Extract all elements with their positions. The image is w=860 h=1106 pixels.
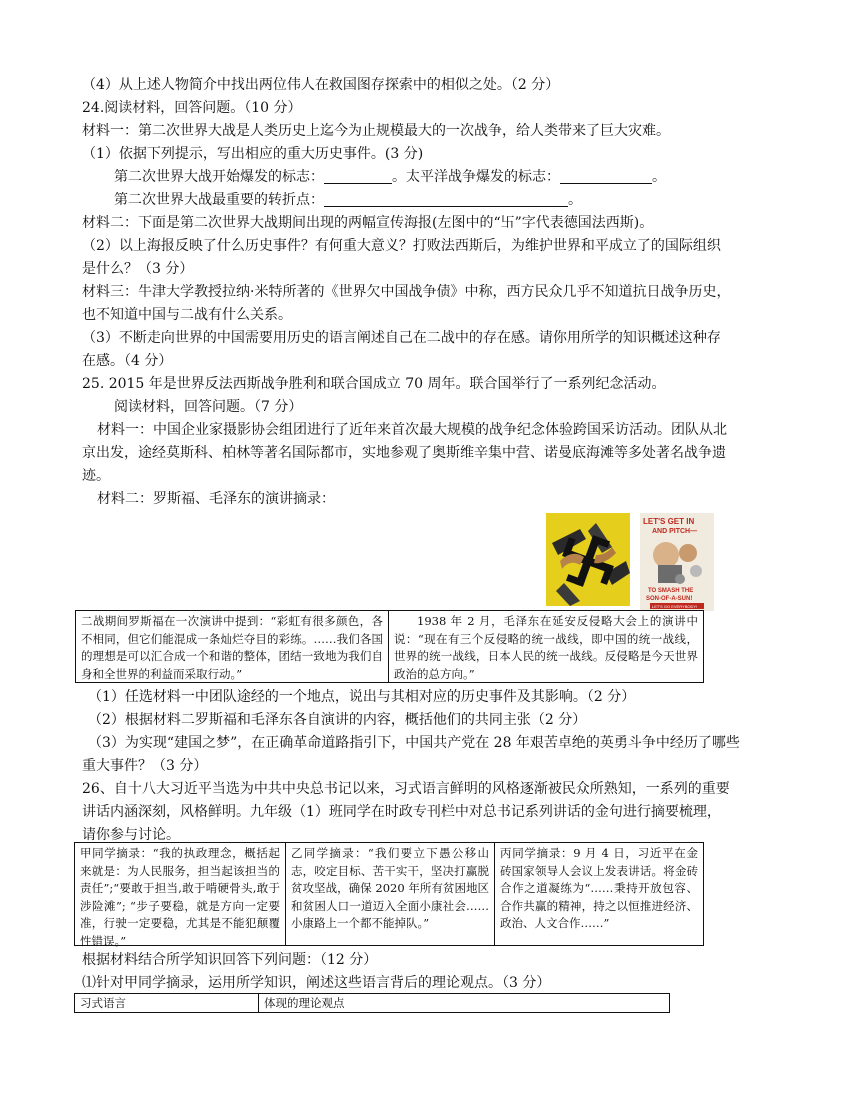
poster-slogan-4: SON-OF-A-SUN! <box>646 596 693 602</box>
swastika-symbol-text: 卐 <box>550 596 558 605</box>
q24-fill-line2 <box>114 189 814 211</box>
poster-slogan-3: TO SMASH THE <box>648 588 694 594</box>
q24-sub1: （1）依据下列提示，写出相应的重大历史事件。(3 分) <box>82 146 424 162</box>
ww2-start-prompt: 第二次世界大战开始爆发的标志： <box>114 169 324 185</box>
answer-table-header-theory: 体现的理论观点 <box>258 993 670 1013</box>
q24-sub3-line2: 在感。（4 分） <box>82 353 173 369</box>
q24-sub3-line1: （3）不断走向世界的中国需要用历史的语言阐述自己在二战中的存在感。请你用所学的知识概述这种存 <box>82 330 721 346</box>
q26-intro-line1: 26、自十八大习近平当选为中共中央总书记以来，习式语言鲜明的风格逐渐被民众所熟知，一系列的重要 <box>82 781 730 797</box>
q26-intro-line3: 请你参与讨论。 <box>82 827 180 843</box>
crushed-swastika-illustration <box>546 513 630 606</box>
q24-fill-line1 <box>114 166 814 188</box>
q25-material1-line2: 京出发，途经莫斯科、柏林等著名国际都市，实地参观了奥斯维辛集中营、诺曼底海滩等多处著名战争遗 <box>82 445 726 461</box>
q25-material1-line1: 材料一：中国企业家摄影协会组团进行了近年来首次最大规模的战争纪念体验跨国采访活动。团队从北 <box>97 422 727 438</box>
q25-material1-line3: 迹。 <box>82 468 110 484</box>
q25-sub2: （2）根据材料二罗斯福和毛泽东各自演讲的内容，概括他们的共同主张（2 分） <box>88 712 587 728</box>
student-yi-quote-box: 乙同学摘录：“我们要立下愚公移山志，咬定目标、苦干实干，坚决打赢脱贫攻坚战，确保 2020 年所有贫困地区和贫困人口一道迈入全面小康社会……小康路上一个都不能掉队。” <box>285 842 495 946</box>
q25-instruction: 阅读材料，回答问题。（7 分） <box>114 399 303 415</box>
q25-sub3-line2: 重大事件？（3 分） <box>82 758 208 774</box>
q25-material2: 材料二：罗斯福、毛泽东的演讲摘录： <box>97 491 335 507</box>
period: 。 <box>568 192 582 208</box>
student-jia-quote-box: 甲同学摘录：“我的执政理念，概括起来就是：为人民服务，担当起该担当的责任”;“要敢于担当,敢于啃硬骨头,敢于涉险滩”; “步子要稳，就是方向一定要准，行驶一定要稳，尤其是不能犯颠覆性错误。” <box>74 842 286 946</box>
q25-sub1: （1）任选材料一中团队途经的一个地点，说出与其相对应的历史事件及其影响。（2 分） <box>88 689 636 705</box>
q24-material1: 材料一：第二次世界大战是人类历史上迄今为止规模最大的一次战争，给人类带来了巨大灾难。 <box>82 123 670 139</box>
student-bing-quote-box: 丙同学摘录：9 月 4 日，习近平在金砖国家领导人会议上发表讲话。将金砖合作之道凝练为“……秉持开放包容、合作共赢的精神，持之以恒推进经济、政治、人文合作……” <box>494 842 704 946</box>
poster-slogan-1: LET'S GET IN <box>643 517 695 526</box>
propaganda-poster-right <box>640 513 714 611</box>
q26-sub1: ⑴针对甲同学摘录，运用所学知识，阐述这些语言背后的理论观点。（3 分） <box>82 975 551 991</box>
q24-material2: 材料二：下面是第二次世界大战期间出现的两幅宣传海报(左图中的“卐”字代表德国法西斯)。 <box>82 215 654 231</box>
q26-instruction: 根据材料结合所学知识回答下列问题：（12 分） <box>82 952 378 968</box>
q23-sub4: （4）从上述人物简介中找出两位伟人在救国图存探索中的相似之处。（2 分） <box>82 77 560 93</box>
anti-fascist-poster-left <box>546 513 630 606</box>
q25-title: 25. 2015 年是世界反法西斯战争胜利和联合国成立 70 周年。联合国举行了一系列纪念活动。 <box>82 376 666 392</box>
answer-table-header-quote: 习式语言 <box>74 993 259 1013</box>
pitch-poster-illustration <box>640 513 714 611</box>
q25-sub3-line1: （3）为实现“建国之梦”，在正确革命道路指引下，中国共产党在 28 年艰苦卓绝的英勇斗争中经历了哪些 <box>88 735 740 751</box>
q24-sub2-line2: 是什么？（3 分） <box>82 261 194 277</box>
q24-title: 24.阅读材料，回答问题。（10 分） <box>82 100 302 116</box>
answer-blank-ww2-start[interactable] <box>324 169 392 184</box>
q24-sub2-line1: （2）以上海报反映了什么历史事件？有何重大意义？打败法西斯后，为维护世界和平成立了的国际组织 <box>82 238 721 254</box>
q24-material3-line2: 也不知道中国与二战有什么关系。 <box>82 307 292 323</box>
q24-material3-line1: 材料三：牛津大学教授拉纳·米特所著的《世界欠中国战争债》中称，西方民众几乎不知道抗日战争历史， <box>82 284 731 300</box>
period: 。 <box>652 169 666 185</box>
mao-speech-box: 1938 年 2 月，毛泽东在延安反侵略大会上的演讲中说：“现在有三个反侵略的统一战线，即中国的统一战线，世界的统一战线，日本人民的统一战线。反侵略是今天世界政治的总方向。” <box>388 610 704 683</box>
turning-point-prompt: 第二次世界大战最重要的转折点： <box>114 192 324 208</box>
q26-intro-line2: 讲话内涵深刻，风格鲜明。九年级（1）班同学在时政专刊栏中对总书记系列讲话的金句进行摘要梳理， <box>82 804 721 820</box>
pacific-war-prompt: 。太平洋战争爆发的标志： <box>392 169 560 185</box>
roosevelt-speech-box: 二战期间罗斯福在一次演讲中提到：“彩虹有很多颜色，各不相同，但它们能混成一条灿烂夺目的彩练。……我们各国的理想是可以汇合成一个和谐的整体，团结一致地为我们自身和全世界的利益而采取行动。” <box>75 610 389 683</box>
answer-blank-pacific-war[interactable] <box>560 169 652 184</box>
poster-slogan-5: LET'S GO EVERYBODY! <box>652 604 698 609</box>
answer-blank-turning-point[interactable] <box>324 192 568 207</box>
poster-slogan-2: AND PITCH— <box>652 528 698 535</box>
